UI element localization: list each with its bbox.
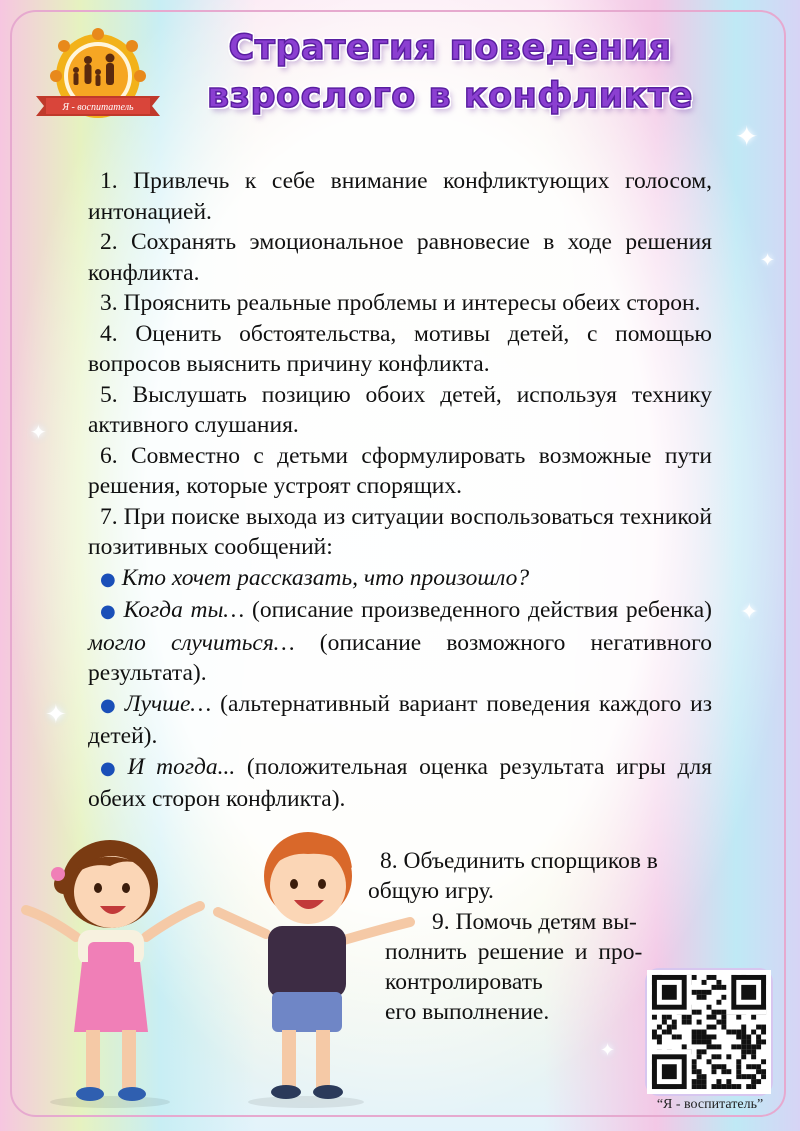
bullet-icon: ● [100, 568, 116, 590]
kids-illustration [18, 822, 418, 1112]
logo-text: Я - воспитатель [62, 102, 134, 113]
qr-caption: “Я - воспитатель” [656, 1097, 764, 1112]
bullet-item [88, 563, 712, 596]
item-8-line-2: общую игру. [368, 878, 494, 904]
item-9-line-4: его выполнение. [385, 999, 550, 1025]
sparkle-icon: ✦ [600, 1040, 616, 1061]
list-item: 2. Сохранять эмоциональное равновесие в ходе решения конфликта. [88, 229, 712, 286]
bullet-icon: ● [100, 694, 119, 716]
list-item: 5. Выслушать позицию обоих детей, используя технику активного слушания. [88, 381, 712, 438]
sparkle-icon: ✦ [735, 120, 759, 153]
bullet-text: (описание произведенного действия ребенка) [244, 597, 712, 623]
title-line-2: взрослого в конфликте [206, 76, 693, 116]
list-item: 4. Оценить обстоятельства, мотивы детей, с помощью вопросов выяснить причину конфликта. [88, 320, 712, 377]
bullet-text: (альтернативный вариант поведения каждого из детей). [88, 690, 712, 749]
list-item: 1. Привлечь к себе внимание конфликтующих голосом, интонацией. [88, 168, 712, 225]
sparkle-icon: ✦ [740, 600, 759, 625]
bullet-item [88, 752, 712, 815]
sparkle-icon: ✦ [45, 700, 67, 730]
bullet-italic: могло случиться… [88, 629, 295, 656]
sparkle-icon: ✦ [30, 420, 47, 444]
list-item: 7. При поиске выхода из ситуации воспользоваться техникой позитивных сообщений: [88, 503, 712, 560]
bullet-item [88, 595, 712, 689]
item-9-line-1: 9. Помочь детям вы- [432, 909, 637, 935]
item-9-line-2: полнить решение и про- [385, 939, 643, 965]
bullet-text: (описание возможного негативного результата). [88, 629, 712, 686]
qr-code-icon [647, 970, 771, 1094]
qr-code[interactable] [645, 968, 773, 1096]
bullet-text: (положительная оценка результата игры для обеих сторон конфликта). [88, 753, 712, 812]
list-item: 3. Прояснить реальные проблемы и интересы обеих сторон. [100, 290, 701, 316]
strategy-list [88, 166, 712, 815]
bullet-item [88, 689, 712, 752]
boy-illustration [218, 832, 410, 1108]
page-title [150, 24, 750, 120]
title-line-1: Стратегия поведения [228, 28, 672, 68]
girl-illustration [26, 840, 200, 1108]
bullet-icon: ● [100, 757, 122, 779]
item-8-line-1: 8. Объединить спорщиков в [380, 848, 658, 874]
bullet-italic: Лучше… [124, 690, 212, 717]
logo-emblem [28, 28, 168, 128]
list-item: 6. Совместно с детьми сформулировать возможные пути решения, которые устроят спорящих. [88, 442, 712, 499]
bullet-italic: Когда ты… [123, 597, 245, 623]
sparkle-icon: ✦ [760, 250, 776, 271]
bullet-icon: ● [100, 601, 118, 622]
bullet-italic: Кто хочет рассказать, что произошло? [121, 564, 530, 591]
item-9-line-3: контролировать [385, 969, 543, 995]
bullet-italic: И тогда... [127, 753, 236, 780]
